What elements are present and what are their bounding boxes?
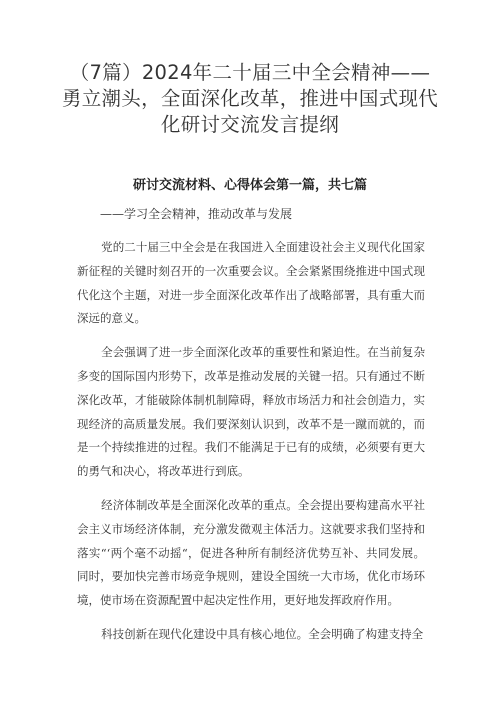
body-paragraph: 党的二十届三中全会是在我国进入全面建设社会主义现代化国家新征程的关键时刻召开的一次重要会议。全会紧紧围绕推进中国式现代化这个主题，对进一步全面深化改革作出了战略部署，具有重大而深远的意义。	[77, 240, 425, 326]
body-paragraph: 经济体制改革是全面深化改革的重点。全会提出要构建高水平社会主义市场经济体制，充分激发微观主体活力。这就要求我们坚持和落实“‘两个毫不动摇“，促进各种所有制经济优势互补、共同发展。同时，要加快完善市场竞争规则，建设全国统一大市场，优化市场环境，使市场在资源配置中起决定性作用，更好地发挥政府作用。	[77, 497, 425, 608]
body-paragraph: 科技创新在现代化建设中具有核心地位。全会明确了构建支持全	[101, 626, 424, 641]
document-body	[77, 236, 425, 657]
document-title: （7篇）2024年二十届三中全会精神——勇立潮头，全面深化改革，推进中国式现代化研讨交流发言提纲	[61, 61, 439, 136]
section-subtitle: 研讨交流材料、心得体会第一篇，共七篇	[132, 178, 367, 193]
body-paragraph: 全会强调了进一步全面深化改革的重要性和紧迫性。在当前复杂多变的国际国内形势下，改革是推动发展的关键一招。只有通过不断深化改革，才能破除体制机制障碍，释放市场活力和社会创造力，实现经济的高质量发展。我们要深刻认识到，改革不是一蹴而就的，而是一个持续推进的过程。我们不能满足于已有的成绩，必须要有更大的勇气和决心，将改革进行到底。	[77, 345, 425, 479]
section-theme-line: ——学习全会精神，推动改革与发展	[100, 207, 293, 221]
